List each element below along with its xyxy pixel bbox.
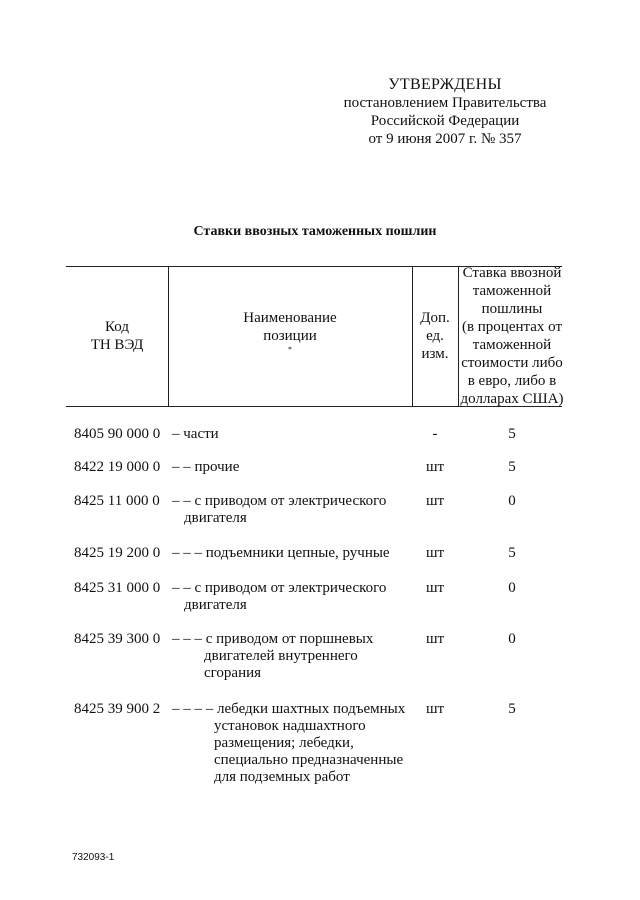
row-name: [172, 493, 412, 527]
header-code-line: Код: [105, 319, 129, 335]
approval-line-3: от 9 июня 2007 г. № 357: [368, 131, 522, 147]
row-unit: -: [432, 426, 438, 442]
row-name: [172, 426, 412, 443]
row-unit: шт: [425, 459, 445, 475]
header-rate-line: долларах США): [460, 391, 564, 407]
row-code: 8425 19 200 0: [74, 545, 161, 561]
row-name-line: с приводом от электрического: [194, 493, 387, 509]
row-name-line: лебедки шахтных подъемных: [217, 701, 406, 717]
row-dash: – – – –: [172, 701, 217, 717]
row-rate: 5: [508, 459, 516, 475]
header-name-line: Наименование: [243, 310, 337, 326]
row-name-line: подъемники цепные, ручные: [205, 545, 390, 561]
approval-block: [300, 76, 590, 148]
header-code-line: ТН ВЭД: [90, 337, 144, 353]
row-code: 8425 39 900 2: [74, 701, 161, 717]
header-rate: [458, 266, 566, 406]
row-name-line: размещения; лебедки,: [214, 735, 354, 751]
row-rate: 5: [508, 545, 516, 561]
header-rate-line: пошлины: [481, 301, 543, 317]
row-name: [172, 580, 412, 614]
header-rate-line: (в процентах от: [461, 319, 563, 335]
header-code: [66, 266, 168, 406]
row-dash: – –: [172, 459, 195, 475]
header-unit-line: изм.: [421, 346, 449, 362]
header-rate-line: стоимости либо: [461, 355, 563, 371]
row-name-line: специально предназначенные: [214, 752, 404, 768]
row-name-line: двигателей внутреннего: [204, 648, 358, 664]
row-name: [172, 701, 412, 786]
approval-line-1: постановлением Правительства: [343, 95, 547, 111]
row-name-line: с приводом от электрического: [194, 580, 387, 596]
row-name-line: сгорания: [204, 665, 262, 681]
header-name-line: позиции *: [263, 328, 317, 354]
header-unit-line: Доп.: [420, 310, 450, 326]
row-name-line: установок надшахтного: [214, 718, 366, 734]
header-unit: [412, 266, 458, 406]
row-code: 8405 90 000 0: [74, 426, 161, 442]
row-unit: шт: [425, 545, 445, 561]
row-name: [172, 631, 412, 682]
row-code: 8425 39 300 0: [74, 631, 161, 647]
row-rate: 0: [508, 580, 516, 596]
header-rate-line: таможенной: [472, 337, 552, 353]
row-code: 8422 19 000 0: [74, 459, 161, 475]
row-name: [172, 459, 412, 476]
row-code: 8425 31 000 0: [74, 580, 161, 596]
row-dash: –: [172, 426, 184, 442]
row-rate: 5: [508, 426, 516, 442]
row-dash: – – –: [172, 545, 206, 561]
approval-line-2: Российской Федерации: [370, 113, 520, 129]
row-unit: шт: [425, 580, 445, 596]
header-rate-line: таможенной: [472, 283, 552, 299]
row-rate: 0: [508, 493, 516, 509]
row-name-line: двигателя: [184, 510, 247, 526]
row-dash: – –: [172, 493, 195, 509]
row-name-line: части: [183, 426, 219, 442]
row-code: 8425 11 000 0: [74, 493, 160, 509]
document-title: Ставки ввозных таможенных пошлин: [193, 224, 437, 239]
row-name-line: для подземных работ: [214, 769, 350, 785]
row-unit: шт: [425, 701, 445, 717]
footnote-mark: *: [287, 345, 292, 354]
document-id: 732093-1: [72, 852, 115, 863]
row-dash: – –: [172, 580, 195, 596]
header-unit-line: ед.: [426, 328, 444, 344]
header-name: [168, 266, 412, 406]
row-rate: 5: [508, 701, 516, 717]
header-rate-line: Ставка ввозной: [462, 265, 562, 281]
row-name-line: с приводом от поршневых: [205, 631, 374, 647]
row-name-line: прочие: [194, 459, 240, 475]
row-unit: шт: [425, 493, 445, 509]
row-unit: шт: [425, 631, 445, 647]
approval-title: УТВЕРЖДЕНЫ: [388, 76, 502, 93]
header-rate-line: в евро, либо в: [467, 373, 557, 389]
row-name: [172, 545, 412, 562]
row-name-line: двигателя: [184, 597, 247, 613]
row-rate: 0: [508, 631, 516, 647]
row-dash: – – –: [172, 631, 206, 647]
